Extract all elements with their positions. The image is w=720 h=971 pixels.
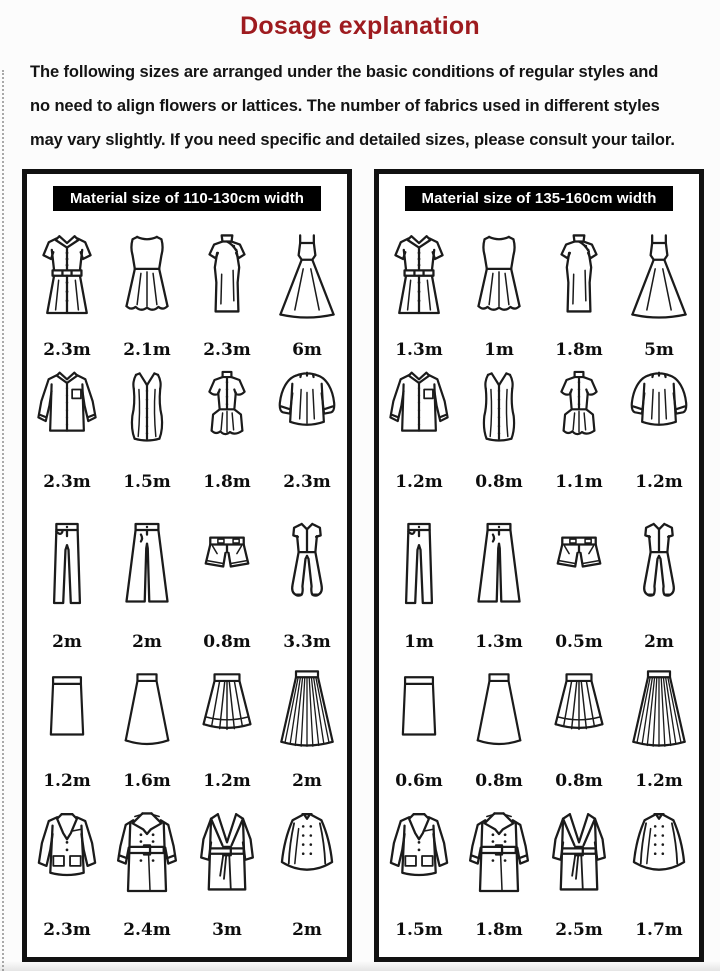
peplum-top-size-label: 1.1m <box>555 472 603 492</box>
swing-jacket-icon <box>621 801 697 911</box>
ball-gown-cell <box>267 221 347 360</box>
long-pleated-skirt-cell <box>619 667 699 791</box>
flared-dress-icon <box>109 221 185 335</box>
shirt-cell <box>379 369 459 492</box>
aline-skirt-icon <box>109 667 185 755</box>
puff-blouse-cell <box>619 369 699 492</box>
jumpsuit-icon <box>269 509 345 621</box>
blazer-size-label: 2.3m <box>43 920 91 940</box>
long-pleated-skirt-size-label: 2m <box>292 771 322 791</box>
aline-skirt-icon <box>461 667 537 755</box>
garment-row <box>27 509 347 652</box>
ball-gown-size-label: 5m <box>644 340 674 360</box>
wide-pants-icon <box>109 509 185 621</box>
shorts-size-label: 0.8m <box>203 632 251 652</box>
jumpsuit-cell <box>619 509 699 652</box>
peplum-top-cell <box>539 369 619 492</box>
belted-coat-size-label: 2.5m <box>555 920 603 940</box>
puff-blouse-cell <box>267 369 347 492</box>
ball-gown-icon <box>269 221 345 335</box>
shirt-icon <box>381 369 457 457</box>
swing-jacket-cell <box>619 801 699 940</box>
cheongsam-icon <box>541 221 617 335</box>
panel-header-135-160cm: Material size of 135-160cm width <box>405 186 673 211</box>
peplum-top-icon <box>541 369 617 457</box>
belted-coat-icon <box>189 801 265 911</box>
pleated-skirt-size-label: 0.8m <box>555 771 603 791</box>
peplum-top-size-label: 1.8m <box>203 472 251 492</box>
shorts-cell <box>539 509 619 652</box>
swing-jacket-size-label: 2m <box>292 920 322 940</box>
shirt-icon <box>29 369 105 457</box>
belted-coat-cell <box>539 801 619 940</box>
vest-top-icon <box>461 369 537 457</box>
vest-top-cell <box>107 369 187 492</box>
garment-row <box>27 369 347 492</box>
swing-jacket-size-label: 1.7m <box>635 920 683 940</box>
vest-top-cell <box>459 369 539 492</box>
intro-line-1: The following sizes are arranged under the basic conditions of regular styles and <box>30 63 659 81</box>
shorts-icon <box>541 509 617 621</box>
blazer-icon <box>381 801 457 911</box>
peplum-top-icon <box>189 369 265 457</box>
shirt-size-label: 1.2m <box>395 472 443 492</box>
garment-row <box>27 221 347 360</box>
belted-coat-size-label: 3m <box>212 920 242 940</box>
pencil-skirt-cell <box>27 667 107 791</box>
wide-pants-size-label: 2m <box>132 632 162 652</box>
long-pleated-skirt-cell <box>267 667 347 791</box>
pleated-skirt-cell <box>539 667 619 791</box>
jumpsuit-cell <box>267 509 347 652</box>
pleated-skirt-size-label: 1.2m <box>203 771 251 791</box>
vest-top-size-label: 1.5m <box>123 472 171 492</box>
cheongsam-cell <box>187 221 267 360</box>
garment-row <box>27 667 347 791</box>
pencil-skirt-icon <box>29 667 105 755</box>
pencil-skirt-icon <box>381 667 457 755</box>
intro-paragraph <box>30 55 696 157</box>
ball-gown-size-label: 6m <box>292 340 322 360</box>
ball-gown-icon <box>621 221 697 335</box>
straight-pants-icon <box>381 509 457 621</box>
puff-blouse-size-label: 1.2m <box>635 472 683 492</box>
long-pleated-skirt-icon <box>269 667 345 755</box>
trench-coat-cell <box>107 801 187 940</box>
bottom-fade-edge <box>0 961 720 971</box>
trench-coat-cell <box>459 801 539 940</box>
panel-110-130cm <box>22 169 352 962</box>
belted-coat-cell <box>187 801 267 940</box>
pencil-skirt-size-label: 1.2m <box>43 771 91 791</box>
trench-coat-icon <box>109 801 185 911</box>
shirt-dress-cell <box>379 221 459 360</box>
garment-row <box>379 801 699 940</box>
puff-blouse-icon <box>269 369 345 457</box>
pencil-skirt-size-label: 0.6m <box>395 771 443 791</box>
panel-135-160cm <box>374 169 704 962</box>
shirt-cell <box>27 369 107 492</box>
jumpsuit-size-label: 3.3m <box>283 632 331 652</box>
flared-dress-cell <box>459 221 539 360</box>
trench-coat-size-label: 1.8m <box>475 920 523 940</box>
garment-row <box>379 221 699 360</box>
jumpsuit-size-label: 2m <box>644 632 674 652</box>
shirt-dress-icon <box>381 221 457 335</box>
intro-line-2: no need to align flowers or lattices. The number of fabrics used in different styles <box>30 97 660 115</box>
jumpsuit-icon <box>621 509 697 621</box>
vest-top-icon <box>109 369 185 457</box>
blazer-cell <box>379 801 459 940</box>
straight-pants-size-label: 1m <box>404 632 434 652</box>
straight-pants-size-label: 2m <box>52 632 82 652</box>
ball-gown-cell <box>619 221 699 360</box>
puff-blouse-icon <box>621 369 697 457</box>
vest-top-size-label: 0.8m <box>475 472 523 492</box>
wide-pants-size-label: 1.3m <box>475 632 523 652</box>
panel-rows <box>379 221 699 940</box>
cheongsam-cell <box>539 221 619 360</box>
flared-dress-cell <box>107 221 187 360</box>
long-pleated-skirt-size-label: 1.2m <box>635 771 683 791</box>
flared-dress-icon <box>461 221 537 335</box>
panel-rows <box>27 221 347 940</box>
flared-dress-size-label: 1m <box>484 340 514 360</box>
size-panels <box>22 169 720 962</box>
pencil-skirt-cell <box>379 667 459 791</box>
shorts-icon <box>189 509 265 621</box>
page-title: Dosage explanation <box>240 12 480 40</box>
cheongsam-icon <box>189 221 265 335</box>
blazer-icon <box>29 801 105 911</box>
shirt-size-label: 2.3m <box>43 472 91 492</box>
shirt-dress-size-label: 1.3m <box>395 340 443 360</box>
swing-jacket-icon <box>269 801 345 911</box>
garment-row <box>27 801 347 940</box>
wide-pants-icon <box>461 509 537 621</box>
straight-pants-icon <box>29 509 105 621</box>
shirt-dress-icon <box>29 221 105 335</box>
aline-skirt-cell <box>107 667 187 791</box>
shorts-cell <box>187 509 267 652</box>
belted-coat-icon <box>541 801 617 911</box>
pleated-skirt-icon <box>189 667 265 755</box>
page-left-dotted-edge <box>2 70 4 971</box>
puff-blouse-size-label: 2.3m <box>283 472 331 492</box>
blazer-cell <box>27 801 107 940</box>
straight-pants-cell <box>27 509 107 652</box>
peplum-top-cell <box>187 369 267 492</box>
shirt-dress-size-label: 2.3m <box>43 340 91 360</box>
intro-line-3: may vary slightly. If you need specific and detailed sizes, please consult your tailor. <box>30 131 675 149</box>
trench-coat-icon <box>461 801 537 911</box>
aline-skirt-cell <box>459 667 539 791</box>
swing-jacket-cell <box>267 801 347 940</box>
cheongsam-size-label: 2.3m <box>203 340 251 360</box>
aline-skirt-size-label: 1.6m <box>123 771 171 791</box>
trench-coat-size-label: 2.4m <box>123 920 171 940</box>
wide-pants-cell <box>459 509 539 652</box>
straight-pants-cell <box>379 509 459 652</box>
garment-row <box>379 369 699 492</box>
wide-pants-cell <box>107 509 187 652</box>
flared-dress-size-label: 2.1m <box>123 340 171 360</box>
garment-row <box>379 667 699 791</box>
pleated-skirt-cell <box>187 667 267 791</box>
blazer-size-label: 1.5m <box>395 920 443 940</box>
pleated-skirt-icon <box>541 667 617 755</box>
panel-header-110-130cm: Material size of 110-130cm width <box>53 186 321 211</box>
aline-skirt-size-label: 0.8m <box>475 771 523 791</box>
garment-row <box>379 509 699 652</box>
cheongsam-size-label: 1.8m <box>555 340 603 360</box>
shorts-size-label: 0.5m <box>555 632 603 652</box>
long-pleated-skirt-icon <box>621 667 697 755</box>
shirt-dress-cell <box>27 221 107 360</box>
